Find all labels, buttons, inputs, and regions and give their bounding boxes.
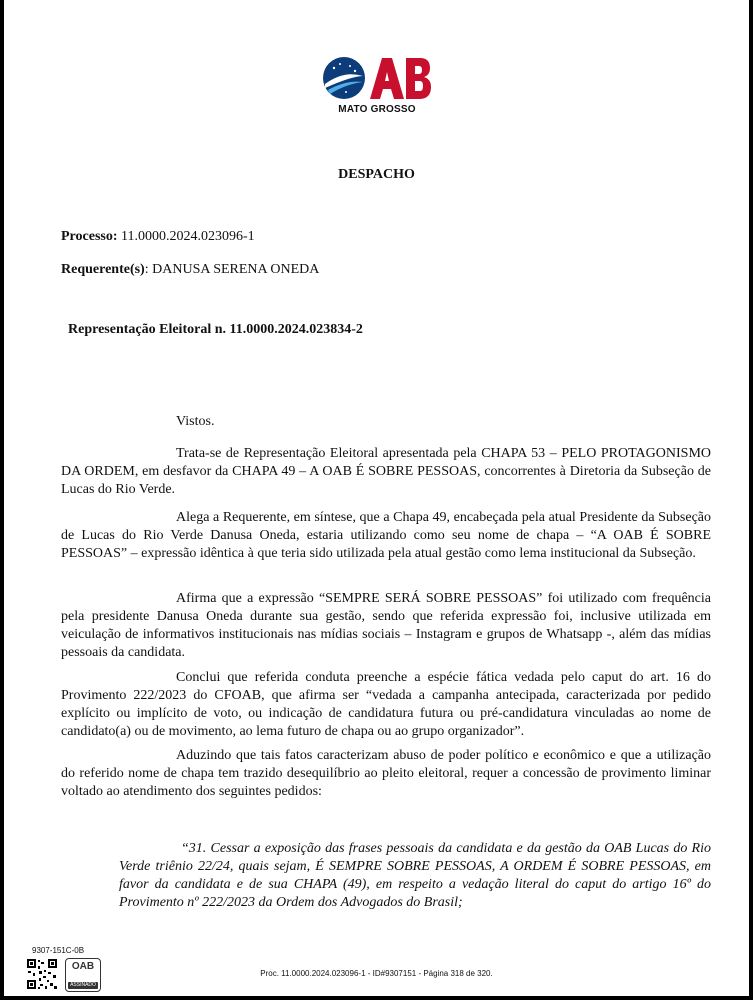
processo-label: Processo:: [61, 229, 118, 244]
paragraph-5: Aduzindo que tais fatos caracterizam abuso de poder político e econômico e que a utilização do referido nome de chapa tem trazido desequilíbrio ao pleito eleitoral, requer a concessão de provimento liminar voltado ao atendimento dos seguintes pedidos:: [61, 748, 711, 799]
paragraph-2: Alega a Requerente, em síntese, que a Chapa 49, encabeçada pela atual Presidente da Subseção de Lucas do Rio Verde Danusa Oneda, estaria utilizando como seu nome de chapa – “A OAB É SOBRE PESSOAS” – expressão idêntica à que teria sido utilizada pela atual gestão como lema institucional da Subseção.: [61, 510, 711, 561]
badge-sublabel: ASSINADO: [68, 982, 98, 989]
requerente-value: : DANUSA SERENA ONEDA: [144, 262, 320, 277]
logo-subtitle: MATO GROSSO: [338, 104, 416, 115]
representacao-heading: Representação Eleitoral n. 11.0000.2024.023834-2: [68, 322, 363, 337]
document-page: [4, 0, 749, 996]
requerente-label: Requerente(s): [61, 262, 145, 277]
page-footer: Proc. 11.0000.2024.023096-1 - ID#9307151 - Página 318 de 320.: [260, 969, 493, 978]
paragraph-3: Afirma que a expressão “SEMPRE SERÁ SOBRE PESSOAS” foi utilizado com frequência pela presidente Danusa Oneda durante sua gestão, sendo que referida expressão foi, inclusive utilizada em veiculação de informativos institucionais nas mídias sociais – Instagram e grupos de Whatsapp -, além das mídias pessoais da candidata.: [61, 591, 711, 660]
processo-line: [61, 229, 255, 245]
requerente-line: [61, 262, 319, 278]
document-title: DESPACHO: [338, 167, 415, 182]
verification-code: 9307-151C-0B: [32, 946, 85, 955]
paragraph-1: Trata-se de Representação Eleitoral apresentada pela CHAPA 53 – PELO PROTAGONISMO DA ORDEM, em desfavor da CHAPA 49 – A OAB É SOBRE PESSOAS, concorrentes à Diretoria da Subseção de Lucas do Rio Verde.: [61, 446, 711, 497]
quoted-request: “31. Cessar a exposição das frases pessoais da candidata e da gestão da OAB Lucas do Rio Verde triênio 22/24, quais sejam, É SEMPRE SOBRE PESSOAS, A ORDEM É SOBRE PESSOAS, em favor da candidata e de sua CHAPA (49), em respeito a vedação literal do caput do artigo 16º do Provimento nº 222/2023 da Ordem dos Advogados do Brasil;: [119, 841, 711, 910]
paragraph-4: Conclui que referida conduta preenche a espécie fática vedada pelo caput do art. 16 do Provimento 222/2023 do CFOAB, que afirma ser “vedada a campanha antecipada, caracterizada por pedido explícito ou implícito de voto, ou indicação de candidatura futura ou pré-candidatura vinculadas ao nome de candidato(a) ou de movimento, ao lema futuro de chapa ou ao grupo organizador”.: [61, 670, 711, 739]
badge-label: OAB: [71, 961, 95, 972]
vistos-text: Vistos.: [176, 414, 215, 429]
processo-value: 11.0000.2024.023096-1: [117, 229, 255, 244]
